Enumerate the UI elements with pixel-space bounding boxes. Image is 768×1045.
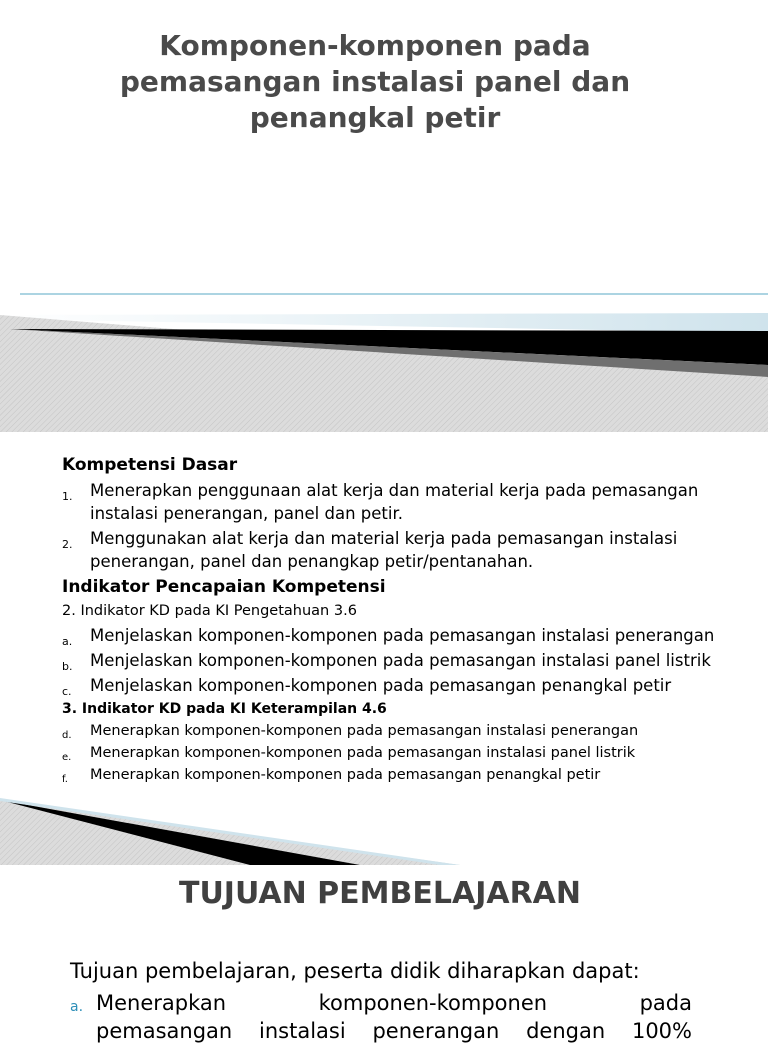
list-item-text: Menerapkan komponen-komponen pada pemasangan instalasi penerangan: [90, 723, 639, 739]
list-item: [62, 742, 730, 764]
slide-body: [62, 454, 730, 786]
slide-objectives: [0, 865, 768, 1043]
list-marker: c.: [62, 685, 72, 698]
kd-heading: Kompetensi Dasar: [62, 455, 238, 475]
list-marker: 1.: [62, 490, 73, 503]
slide-title-heading: Komponen-komponen pada pemasangan instalasi panel dan penangkal petir: [119, 29, 631, 134]
decorative-band: [0, 285, 768, 435]
list-item-text: Menjelaskan komponen-komponen pada pemasangan instalasi panel listrik: [90, 651, 711, 670]
list-item: [62, 720, 730, 742]
list-item-text: Menggunakan alat kerja dan material kerja pada pemasangan instalasi penerangan, panel dan penangkap petir/pentanahan.: [90, 529, 678, 571]
slide-objectives-heading: TUJUAN PEMBELAJARAN: [178, 876, 582, 911]
list-marker: b.: [62, 660, 73, 673]
list-item-text: Menerapkan komponen-komponen pada pemasangan penangkal petir: [90, 767, 601, 783]
list-item-text: Menjelaskan komponen-komponen pada pemasangan instalasi penerangan: [90, 626, 715, 645]
list-marker: e.: [62, 752, 72, 763]
list-item: [62, 624, 730, 647]
list-item: [70, 989, 692, 1017]
list-marker: a.: [70, 999, 84, 1015]
ipk-subheading: 3. Indikator KD pada KI Keterampilan 4.6: [62, 701, 387, 717]
list-marker: d.: [62, 730, 72, 741]
decorative-band: [0, 792, 768, 865]
list-item-continuation: pemasangan instalasi penerangan dengan 100%: [96, 1019, 692, 1043]
list-item-text: Menerapkan komponen-komponen pada pemasangan instalasi panel listrik: [90, 745, 636, 761]
list-item: [62, 674, 730, 697]
list-marker: f.: [62, 774, 68, 785]
slide-title: [0, 0, 768, 432]
objectives-intro: Tujuan pembelajaran, peserta didik diharapkan dapat:: [70, 959, 640, 983]
list-item: [62, 479, 730, 525]
slide-competency: [0, 432, 768, 865]
ipk-subheading: 2. Indikator KD pada KI Pengetahuan 3.6: [62, 603, 357, 619]
list-marker: a.: [62, 635, 73, 648]
list-item: [62, 764, 730, 786]
list-item: [62, 527, 730, 573]
list-marker: 2.: [62, 538, 73, 551]
ipk-heading: Indikator Pencapaian Kompetensi: [62, 577, 386, 597]
list-item-text: Menerapkan penggunaan alat kerja dan material kerja pada pemasangan instalasi penerangan, panel dan petir.: [90, 481, 699, 523]
list-item-text: Menerapkan komponen-komponen pada: [96, 991, 692, 1015]
list-item: [62, 649, 730, 672]
list-item-text: Menjelaskan komponen-komponen pada pemasangan penangkal petir: [90, 676, 672, 695]
